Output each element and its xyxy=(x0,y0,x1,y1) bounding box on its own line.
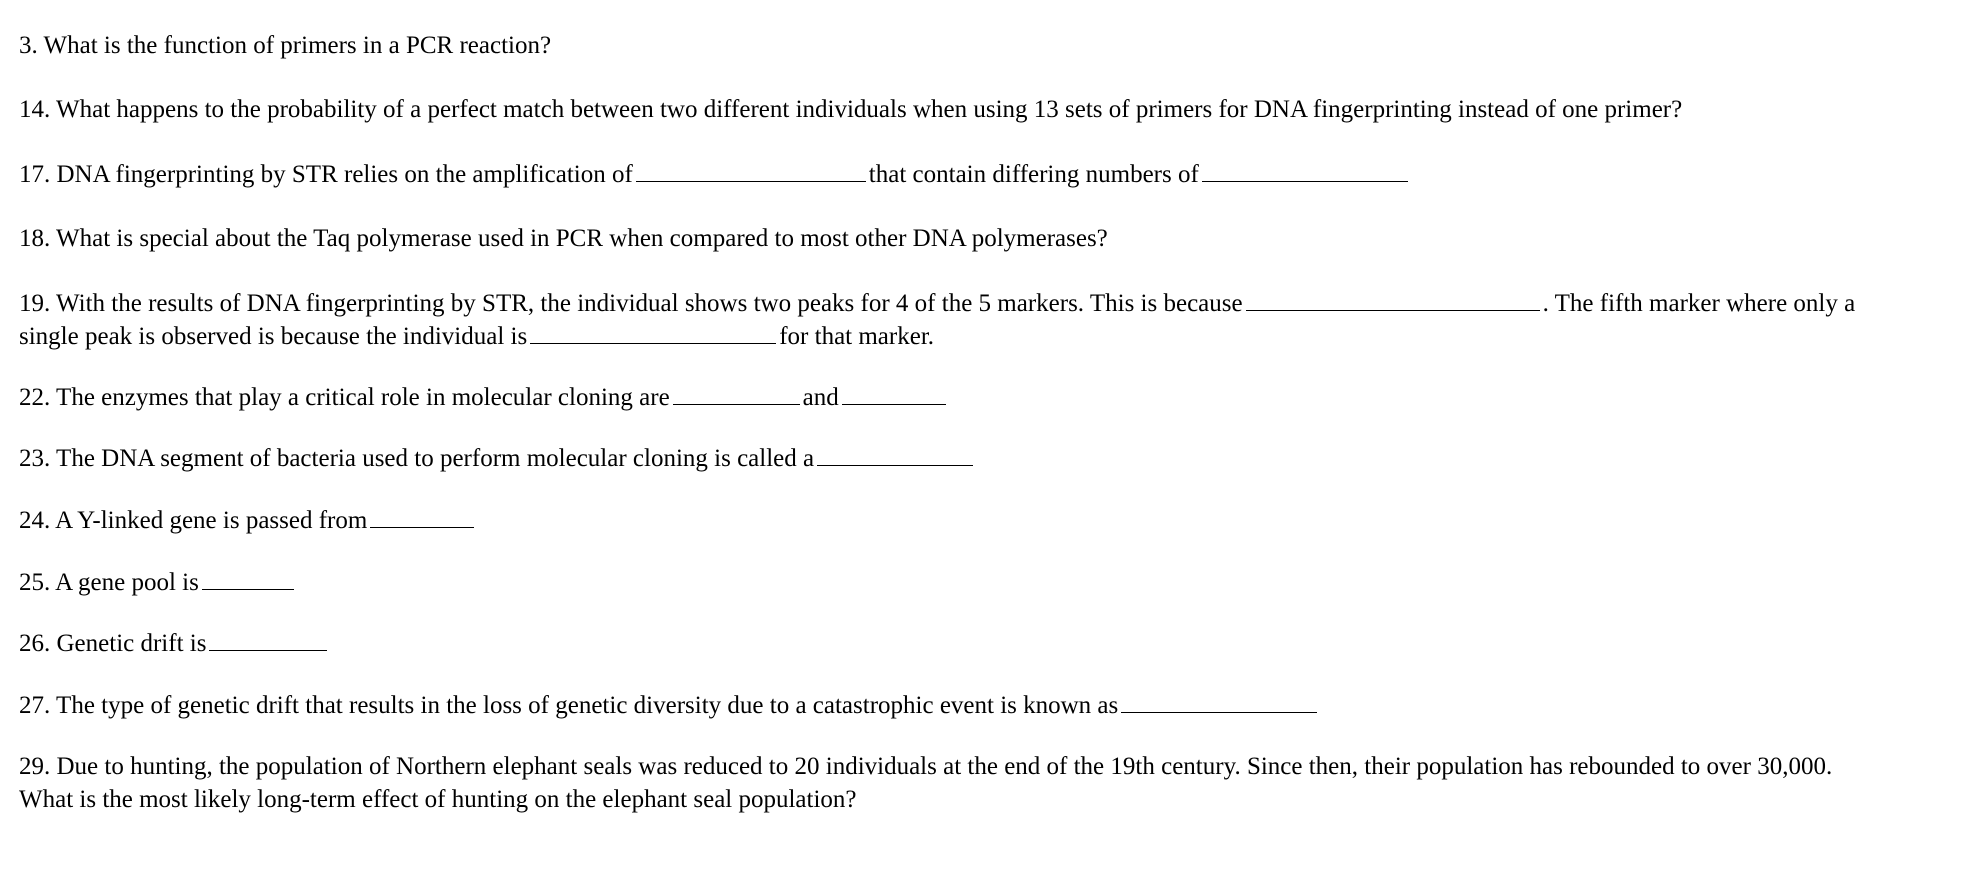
question-22-text-2: and xyxy=(802,384,839,411)
question-18 xyxy=(19,222,1959,255)
question-19 xyxy=(19,287,1959,353)
question-27-text: 27. The type of genetic drift that results in the loss of genetic diversity due to a catastrophic event is known as xyxy=(19,692,1119,719)
question-19-line-2 xyxy=(19,320,1959,353)
answer-blank-17a[interactable] xyxy=(636,159,866,182)
question-22 xyxy=(19,381,1959,414)
question-17-text-1: 17. DNA fingerprinting by STR relies on the amplification of xyxy=(19,161,633,188)
question-3-text: 3. What is the function of primers in a PCR reaction? xyxy=(19,32,552,59)
question-26 xyxy=(19,627,1959,660)
question-24-text: 24. A Y-linked gene is passed from xyxy=(19,507,368,534)
question-19-text-3: single peak is observed is because the individual is xyxy=(19,323,528,350)
question-29 xyxy=(19,750,1959,816)
question-18-text: 18. What is special about the Taq polymerase used in PCR when compared to most other DNA polymerases? xyxy=(19,225,1108,252)
answer-blank-19b[interactable] xyxy=(530,321,776,344)
answer-blank-23[interactable] xyxy=(817,443,973,466)
question-27 xyxy=(19,689,1959,722)
answer-blank-25[interactable] xyxy=(202,567,294,590)
question-29-line-1: 29. Due to hunting, the population of Northern elephant seals was reduced to 20 individuals at the end of the 19th century. Since then, their population has rebounded to over 30,000. xyxy=(19,753,1833,780)
question-19-text-2: . The fifth marker where only a xyxy=(1542,290,1856,317)
answer-blank-19a[interactable] xyxy=(1246,288,1540,311)
question-29-line-2: What is the most likely long-term effect of hunting on the elephant seal population? xyxy=(19,786,857,813)
question-25-text: 25. A gene pool is xyxy=(19,569,199,596)
question-19-text-4: for that marker. xyxy=(779,323,935,350)
question-17-text-2: that contain differing numbers of xyxy=(868,161,1199,188)
question-23-text: 23. The DNA segment of bacteria used to perform molecular cloning is called a xyxy=(19,445,815,472)
answer-blank-17b[interactable] xyxy=(1202,159,1408,182)
answer-blank-24[interactable] xyxy=(370,505,474,528)
answer-blank-22b[interactable] xyxy=(842,382,946,405)
answer-blank-22a[interactable] xyxy=(673,382,800,405)
question-3 xyxy=(19,29,1959,62)
question-26-text: 26. Genetic drift is xyxy=(19,630,207,657)
answer-blank-26[interactable] xyxy=(209,628,327,651)
question-24 xyxy=(19,504,1959,537)
question-22-text-1: 22. The enzymes that play a critical role in molecular cloning are xyxy=(19,384,670,411)
answer-blank-27[interactable] xyxy=(1121,690,1317,713)
question-19-text-1: 19. With the results of DNA fingerprinting by STR, the individual shows two peaks for 4 of the 5 markers. This is because xyxy=(19,290,1243,317)
question-14 xyxy=(19,93,1959,126)
question-14-text: 14. What happens to the probability of a perfect match between two different individuals when using 13 sets of primers for DNA fingerprinting instead of one primer? xyxy=(19,96,1683,123)
question-25 xyxy=(19,566,1959,599)
question-23 xyxy=(19,442,1959,475)
question-17 xyxy=(19,158,1959,191)
